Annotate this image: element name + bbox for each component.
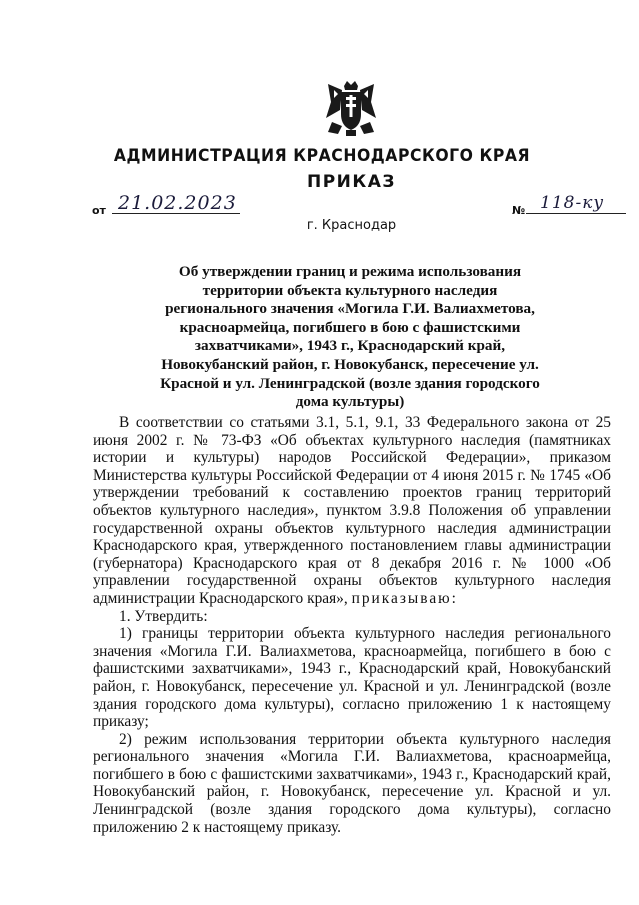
number-label: № <box>512 204 526 217</box>
number-underline <box>526 213 626 214</box>
item-1-1: 1) границы территории объекта культурного наследия регионального значения «Могила Г.И. Валиахметова, красноармейца, погибшего в бою с фашистскими захватчиками», 1943 г., Краснодарский край, Новокубанский район, г. Новокубанск, пересечение ул. Красной и ул. Ленинградской (возле здания городского дома культуры), согласно приложению 1 к настоящему приказу; <box>93 625 611 731</box>
organization-title: АДМИНИСТРАЦИЯ КРАСНОДАРСКОГО КРАЯ <box>113 146 531 166</box>
item-1-2: 2) режим использования территории объекта культурного наследия регионального значения «Могила Г.И. Валиахметова, красноармейца, погибшего в бою с фашистскими захватчиками», 1943 г., Краснодарский край, Новокубанский район, г. Новокубанск, пересечение ул. Красной и ул. Ленинградской (возле здания городского дома культуры), согласно приложению 2 к настоящему приказу. <box>93 730 611 836</box>
intro-text: В соответствии со статьями 3.1, 5.1, 9.1, 33 Федерального закона от 25 июня 2002 г. № 73-ФЗ «Об объектах культурного наследия (памятниках истории и культуры) народов Российской Федерации», приказом Министерства культуры Российской Федерации от 4 июня 2015 г. № 1745 «Об утверждении требований к составлению проектов границ территорий объектов культурного наследия», пунктом 3.9.8 Положения об управлении государственной охраны объектов культурного наследия администрации Краснодарского края, утвержденного постановлением главы администрации (губернатора) Краснодарского края от 8 декабря 2016 г. № 1000 «Об управлении государственной охраны объектов культурного наследия администрации Краснодарского края», <box>93 414 611 607</box>
date-label: от <box>92 204 106 217</box>
handwritten-date: 21.02.2023 <box>118 192 237 214</box>
command-word: приказываю: <box>351 589 458 607</box>
intro-paragraph <box>93 414 611 608</box>
handwritten-number: 118-ку <box>540 193 605 213</box>
item-1: 1. Утвердить: <box>119 607 208 625</box>
city-line: г. Краснодар <box>306 218 397 233</box>
document-type-title: ПРИКАЗ <box>306 172 397 192</box>
order-body <box>93 414 611 836</box>
coat-of-arms-icon <box>322 80 380 140</box>
order-subject: Об утверждении границ и режима использования территории объекта культурного наследия регионального значения «Могила Г.И. Валиахметова, красноармейца, погибшего в бою с фашистскими захватчиками», 1943 г., Краснодарский край, Новокубанский район, г. Новокубанск, пересечение ул. Красной и ул. Ленинградской (возле здания городского дома культуры) <box>160 263 540 411</box>
